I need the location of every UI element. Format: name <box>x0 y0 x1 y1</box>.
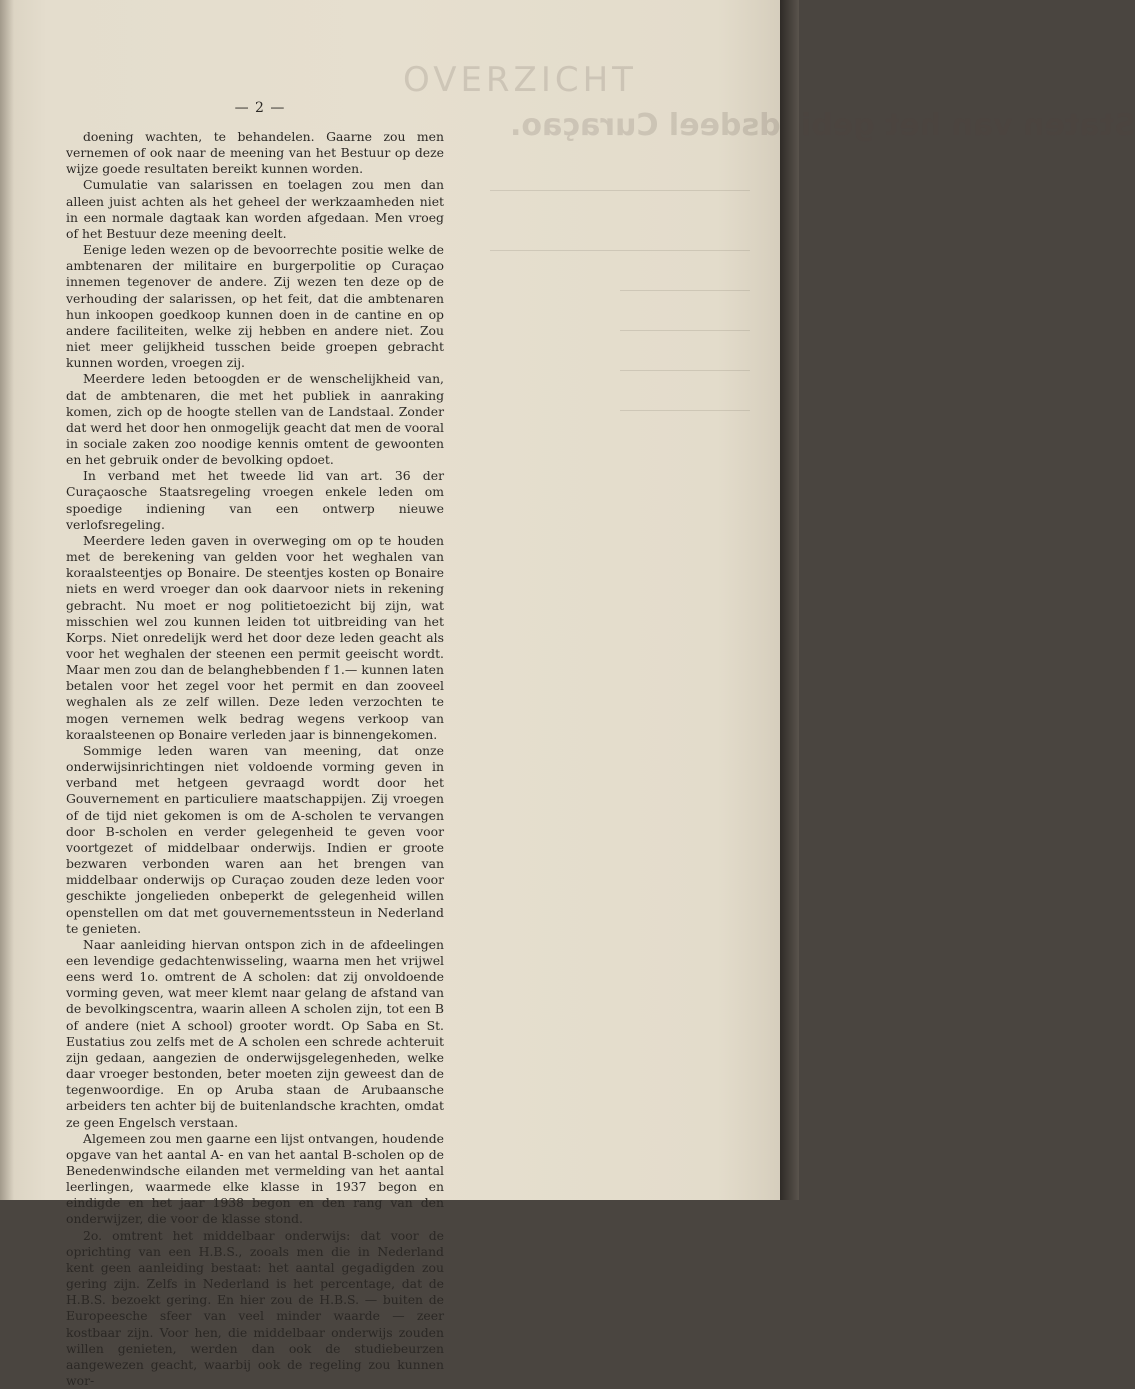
paragraph-6: Meerdere leden gaven in overweging om op te houden met de berekening van gelden voor het weghalen van koraalsteentjes op Bonaire. De steentjes kosten op Bonaire niets en werd vroeger dan ook daarvoor niets in rekening gebracht. Nu moet er nog politietoezicht bij zijn, wat misschien wel zou kunnen leiden tot uitbreiding van het Korps. Niet onredelijk werd het door deze leden geacht als voor het weghalen der steenen een permit geeischt wordt. Maar men zou dan de belanghebbenden f 1.— kunnen laten betalen voor het zegel voor het permit en dan zooveel weghalen als ze zelf willen. Deze leden verzochten te mogen vernemen welk bedrag wegens verkoop van koraalsteenen op Bonaire verleden jaar is binnengekomen. <box>66 532 444 742</box>
paragraph-9: Algemeen zou men gaarne een lijst ontvangen, houdende opgave van het aantal A- en van het aantal B-scholen op de Benedenwindsche eilanden met vermelding van het aantal leerlingen, waarmede elke klasse in 1937 begon en eindigde en het jaar 1938 begon en den rang van den onderwijzer, die voor de klasse stond. <box>66 1130 444 1227</box>
bleed-through-title: Staten van het gebiedsdeel Curaçao. <box>510 108 1135 143</box>
paragraph-1: doening wachten, te behandelen. Gaarne zou men vernemen of ook naar de meening van het Bestuur op deze wijze goede resultaten bereikt kunnen worden. <box>66 129 444 177</box>
scan-edge <box>780 0 799 1200</box>
paragraph-2: Cumulatie van salarissen en toelagen zou men dan alleen juist achten als het geheel der werkzaamheden niet in een normale dagtaak kan worden afgedaan. Men vroeg of het Bestuur deze meening deelt. <box>66 177 444 241</box>
paragraph-3: Eenige leden wezen op de bevoorrechte positie welke de ambtenaren der militaire en burgerpolitie op Curaçao innemen tegenover de andere. Zij wezen ten deze op de verhouding der salarissen, op het feit, dat die ambtenaren hun inkoopen goedkoop kunnen doen in de cantine en op andere faciliteiten, welke zij hebben en andere niet. Zou niet meer gelijkheid tusschen beide groepen gebracht kunnen worden, vroegen zij. <box>66 242 444 371</box>
paragraph-10: 2o. omtrent het middelbaar onderwijs: dat voor de oprichting van een H.B.S., zooals men die in Nederland kent geen aanleiding bestaat: het aantal gegadigden zou gering zijn. Zelfs in Nederland is het percentage, dat de H.B.S. bezoekt gering. En hier zou de H.B.S. — buiten de Europeesche sfeer van veel minder waarde — zeer kostbaar zijn. Voor hen, die middelbaar onderwijs zouden willen genieten, werden dan ook de studiebeurzen aangewezen geacht, waarbij ook de regeling zou kunnen wor- <box>66 1227 444 1389</box>
paragraph-7: Sommige leden waren van meening, dat onze onderwijsinrichtingen niet voldoende vorming geven in verband met hetgeen gevraagd wordt door het Gouvernement en particuliere maatschappijen. Zij vroegen of de tijd niet gekomen is om de A-scholen te vervangen door B-scholen en verder gelegenheid te geven voor voortgezet of middelbaar onderwijs. Indien er groote bezwaren verbonden waren aan het brengen van middelbaar onderwijs op Curaçao zouden deze leden voor geschikte jongelieden onbeperkt de gelegenheid willen openstellen om dat met gouvernementssteun in Nederland te genieten. <box>66 742 444 936</box>
paragraph-5: In verband met het tweede lid van art. 36 der Curaçaosche Staatsregeling vroegen enkele leden om spoedige indiening van een ontwerp nieuwe verlofsregeling. <box>66 468 444 532</box>
page-number: — 2 — <box>234 100 286 116</box>
bleed-through-heading: OVERZICHT <box>403 60 637 100</box>
binding-shadow <box>0 0 14 1200</box>
paragraph-4: Meerdere leden betoogden er de wenschelijkheid van, dat de ambtenaren, die met het publiek in aanraking komen, zich op de hoogte stellen van de Landstaal. Zonder dat werd het door hen onmogelijk geacht dat men de vooral in sociale zaken zoo noodige kennis omtent de gewoonten en het gebruik onder de bevolking opdoet. <box>66 371 444 468</box>
paragraph-8: Naar aanleiding hiervan ontspon zich in de afdeelingen een levendige gedachtenwisseling, waarna men het vrijwel eens werd 1o. omtrent de A scholen: dat zij onvoldoende vorming geven, wat meer klemt naar gelang de afstand van de bevolkingscentra, waarin alleen A scholen zijn, tot een B of andere (niet A school) grooter wordt. Op Saba en St. Eustatius zou zelfs met de A scholen een schrede achteruit zijn gedaan, aangezien de onderwijsgelegenheden, welke daar vroeger bestonden, beter moeten zijn geweest dan de tegenwoordige. En op Aruba staan de Arubaansche arbeiders ten achter bij de buitenlandsche krachten, omdat ze geen Engelsch verstaan. <box>66 936 444 1130</box>
body-text <box>66 129 444 1389</box>
